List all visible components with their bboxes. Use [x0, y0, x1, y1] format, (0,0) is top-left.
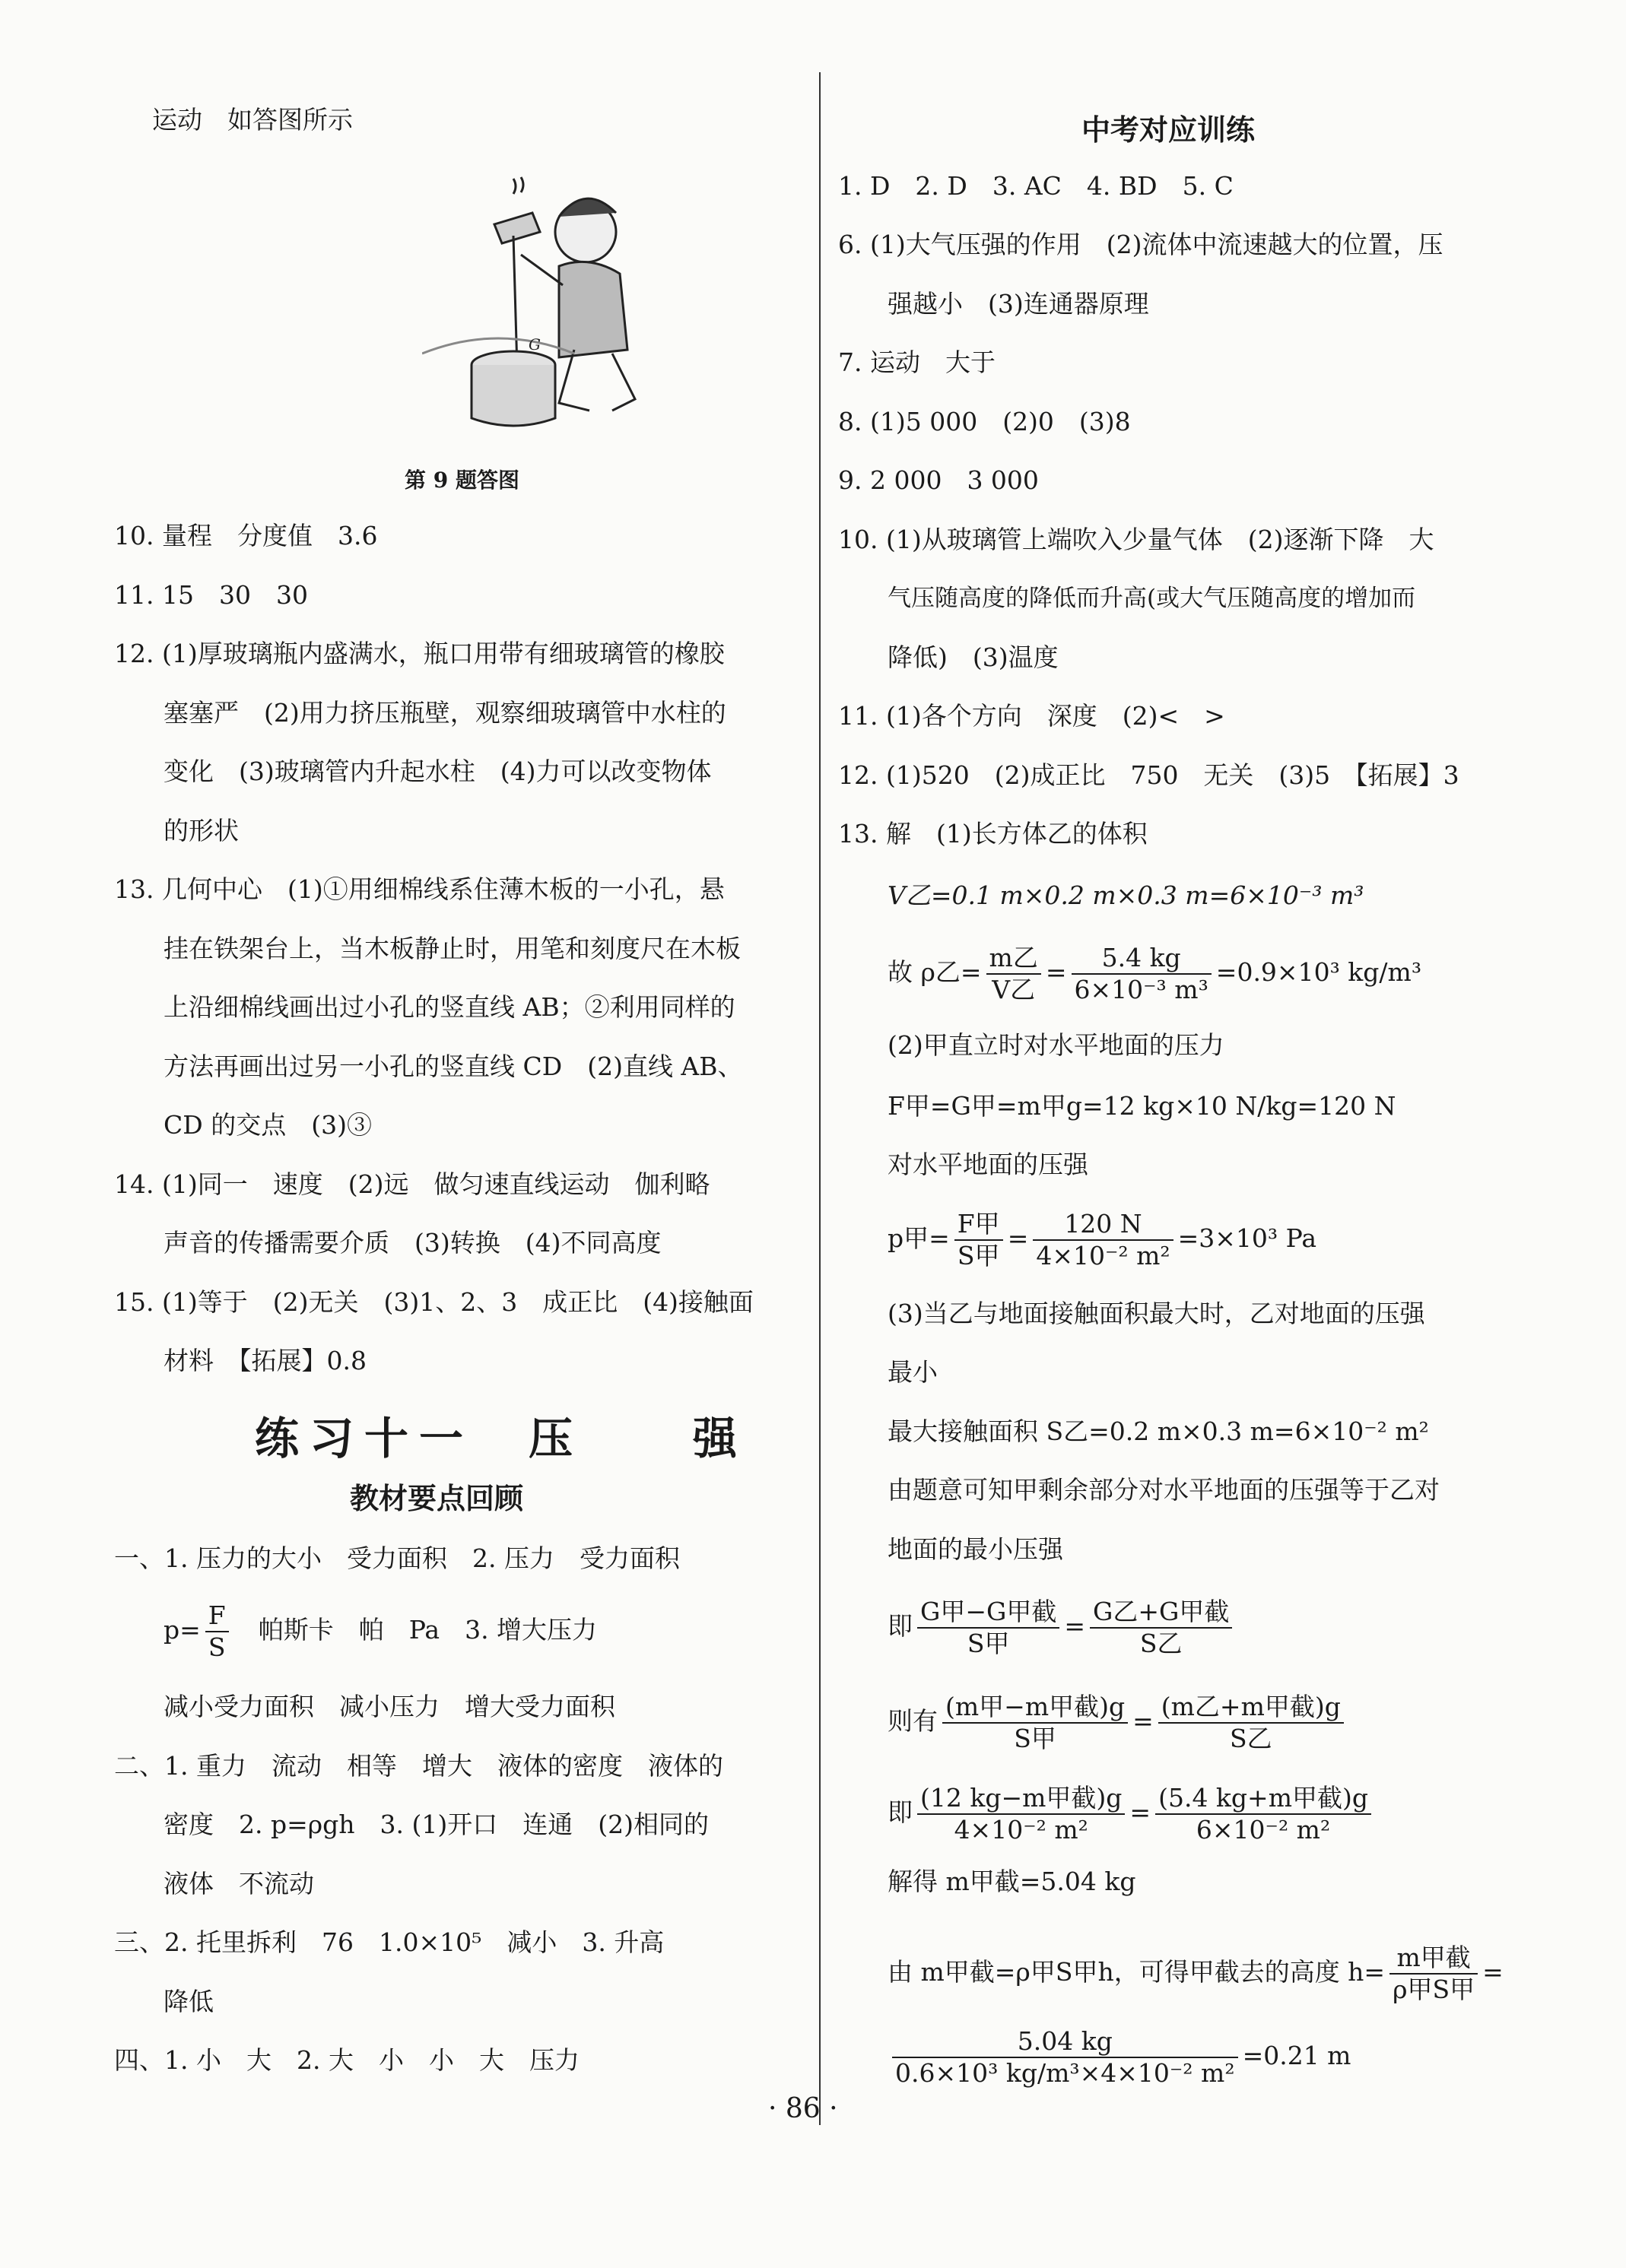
fraction-denominator: S乙: [1139, 1629, 1183, 1658]
pressure-result: =3×10³ Pa: [1177, 1223, 1317, 1253]
fraction-denominator: 4×10⁻² m²: [1036, 1241, 1170, 1270]
fraction-numerator: (m甲−m甲截)g: [942, 1692, 1128, 1724]
answer-13-line4: 方法再画出过另一小孔的竖直线 CD (2)直线 AB、: [164, 1052, 743, 1081]
answer-10: 10. 量程 分度值 3.6: [114, 521, 378, 550]
figure-caption: 第 9 题答图: [405, 468, 519, 493]
review-3-line1: 三、2. 托里拆利 76 1.0×10⁵ 减小 3. 升高: [114, 1927, 665, 1957]
fraction-numerator: m甲截: [1389, 1943, 1478, 1975]
fraction-denominator: V乙: [992, 975, 1036, 1004]
ans-10-line2: 气压随高度的降低而升高(或大气压随高度的增加而: [888, 585, 1416, 612]
review-1-line2: [164, 1600, 597, 1663]
pressure-formula: p甲= $\frac{\text{F甲}}{\text{S甲}}$ = $\frac{120 N}{\text{4×10⁻² m²}}$ =3×10³ Pa: [888, 1209, 1317, 1270]
svg-text:G: G: [529, 335, 541, 354]
density-result: =0.9×10³ kg/m³: [1215, 957, 1422, 987]
fraction: [1155, 1783, 1371, 1845]
volume-formula: V乙=0.1 m×0.2 m×0.3 m=6×10⁻³ m³: [888, 880, 1364, 910]
fraction-numerator: (m乙+m甲截)g: [1158, 1692, 1344, 1724]
part-2-line2: 对水平地面的压强: [888, 1150, 1088, 1179]
fraction-denominator: 6×10⁻³ m³: [1074, 975, 1208, 1004]
fraction: [1389, 1943, 1478, 2005]
answer-12-line2: 塞塞严 (2)用力挤压瓶壁，观察细玻璃管中水柱的: [164, 698, 726, 728]
fraction: [1090, 1597, 1232, 1659]
review-2-line3: 液体 不流动: [164, 1869, 314, 1898]
part-3-line3: 由题意可知甲剩余部分对水平地面的压强等于乙对: [888, 1475, 1440, 1505]
answer-14-line2: 声音的传播需要介质 (3)转换 (4)不同高度: [164, 1228, 662, 1258]
equation-prefix: 则有: [888, 1706, 938, 1736]
fraction-numerator: 120 N: [1033, 1209, 1173, 1241]
fraction-numerator: F: [205, 1600, 229, 1632]
equation-3: 即 $\frac{\text{(12 kg−m甲截)g}}{\text{4×10⁻² m²}}$ = $\frac{\text{(5.4 kg+m甲截)g}}{\text{6×10⁻² m²}}$: [888, 1783, 1376, 1845]
ans-1-5: 1. D 2. D 3. AC 4. BD 5. C: [838, 171, 1234, 201]
answer-13-line1: 13. 几何中心 (1)①用细棉线系住薄木板的一小孔，悬: [114, 874, 725, 904]
fraction-numerator: F甲: [954, 1209, 1003, 1241]
part-3-line4: 地面的最小压强: [888, 1534, 1063, 1564]
height-formula: [888, 1943, 1504, 2005]
fraction-numerator: (12 kg−m甲截)g: [917, 1783, 1125, 1815]
review-4: 四、1. 小 大 2. 大 小 小 大 压力: [114, 2045, 580, 2075]
ans-8: 8. (1)5 000 (2)0 (3)8: [838, 407, 1131, 436]
review-2-line2: 密度 2. p=ρgh 3. (1)开口 连通 (2)相同的: [164, 1810, 709, 1839]
fraction-denominator: 0.6×10³ kg/m³×4×10⁻² m²: [895, 2058, 1235, 2088]
ans-10-line3: 降低) (3)温度: [888, 642, 1059, 672]
fraction-denominator: S甲: [957, 1241, 1000, 1270]
fraction-denominator: ρ甲S甲: [1393, 1975, 1475, 2004]
answer-12-line1: 12. (1)厚玻璃瓶内盛满水，瓶口用带有细玻璃管的橡胶: [114, 639, 725, 668]
fraction-numerator: G甲−G甲截: [917, 1597, 1059, 1629]
section-title: 练习十一 压 强: [255, 1413, 748, 1464]
fraction: [1158, 1692, 1344, 1754]
review-1-line3: 减小受力面积 减小压力 增大受力面积: [164, 1692, 615, 1721]
ans-11: 11. (1)各个方向 深度 (2)< >: [838, 701, 1225, 731]
equation-1: 即 $\frac{\text{G甲−G甲截}}{\text{S甲}}$ = $\frac{\text{G乙+G甲截}}{\text{S乙}}$: [888, 1597, 1237, 1659]
fraction-numerator: (5.4 kg+m甲截)g: [1155, 1783, 1371, 1815]
answer-14-line1: 14. (1)同一 速度 (2)远 做匀速直线运动 伽利略: [114, 1169, 710, 1199]
answer-15-line1: 15. (1)等于 (2)无关 (3)1、2、3 成正比 (4)接触面: [114, 1287, 754, 1317]
ans-13-intro: 13. 解 (1)长方体乙的体积: [838, 819, 1148, 849]
density-lhs: 故 ρ乙=: [888, 957, 982, 987]
fraction-F-over-S: [205, 1600, 229, 1663]
equation-prefix: 即: [888, 1611, 913, 1641]
fraction-denominator: S: [208, 1632, 226, 1662]
fraction: [917, 1783, 1125, 1845]
part-3-line1: (3)当乙与地面接触面积最大时，乙对地面的压强: [888, 1299, 1425, 1328]
area-formula: 最大接触面积 S乙=0.2 m×0.3 m=6×10⁻² m²: [888, 1416, 1429, 1446]
review-2-line1: 二、1. 重力 流动 相等 增大 液体的密度 液体的: [114, 1751, 723, 1781]
density-formula: 故 ρ乙= $\frac{\text{m乙}}{\text{V乙}}$ = $\frac{5.4 kg}{\text{6×10⁻³ m³}}$ =0.9×10³ kg/m³: [888, 943, 1422, 1004]
fraction-numerator: G乙+G甲截: [1090, 1597, 1232, 1629]
part-3-line2: 最小: [888, 1357, 938, 1387]
ans-12: 12. (1)520 (2)成正比 750 无关 (3)5 【拓展】3: [838, 760, 1459, 790]
equals: =: [1482, 1957, 1504, 1987]
text-line: 运动 如答图所示: [152, 105, 353, 135]
solution-line: 解得 m甲截=5.04 kg: [888, 1867, 1136, 1896]
boy-chopping-wood-illustration: [422, 163, 673, 430]
answer-13-line5: CD 的交点 (3)③: [164, 1110, 372, 1140]
equation-prefix: 即: [888, 1797, 913, 1827]
column-divider: [819, 72, 821, 2125]
fraction: [892, 2026, 1238, 2089]
fraction: [917, 1597, 1059, 1659]
page-number: · 86 ·: [768, 2093, 838, 2124]
review-3-line2: 降低: [164, 1987, 214, 2016]
right-section-title: 中考对应训练: [1081, 113, 1256, 147]
pressure-lhs: p甲=: [888, 1223, 950, 1253]
fraction-denominator: S甲: [967, 1629, 1010, 1658]
height-lhs: 由 m甲截=ρ甲S甲h，可得甲截去的高度 h=: [888, 1957, 1386, 1987]
answer-12-line3: 变化 (3)玻璃管内升起水柱 (4)力可以改变物体: [164, 757, 712, 786]
final-value: =0.21 m: [1242, 2041, 1351, 2070]
review-1-line1: 一、1. 压力的大小 受力面积 2. 压力 受力面积: [114, 1543, 680, 1573]
answer-15-line2: 材料 【拓展】0.8: [164, 1346, 367, 1375]
fraction-denominator: S乙: [1230, 1724, 1272, 1753]
fraction-numerator: 5.4 kg: [1072, 943, 1212, 975]
fraction: [942, 1692, 1128, 1754]
answer-12-line4: 的形状: [164, 816, 239, 845]
fraction-numerator: m乙: [986, 943, 1041, 975]
formula-p: p=: [164, 1615, 201, 1645]
final-result: [888, 2026, 1351, 2089]
fraction: [1033, 1209, 1173, 1271]
ans-6-line2: 强越小 (3)连通器原理: [888, 289, 1149, 319]
fraction-denominator: 4×10⁻² m²: [954, 1815, 1088, 1845]
fraction-denominator: 6×10⁻² m²: [1196, 1815, 1331, 1845]
force-formula: F甲=G甲=m甲g=12 kg×10 N/kg=120 N: [888, 1091, 1396, 1121]
fraction: [954, 1209, 1003, 1271]
part-2-line1: (2)甲直立时对水平地面的压力: [888, 1030, 1224, 1060]
ans-6-line1: 6. (1)大气压强的作用 (2)流体中流速越大的位置，压: [838, 230, 1443, 259]
fraction-numerator: 5.04 kg: [892, 2026, 1238, 2058]
fraction: [1072, 943, 1212, 1005]
ans-9: 9. 2 000 3 000: [838, 465, 1039, 495]
equation-2: 则有 $\frac{\text{(m甲−m甲截)g}}{\text{S甲}}$ = $\frac{\text{(m乙+m甲截)g}}{\text{S乙}}$: [888, 1692, 1348, 1754]
fraction: [986, 943, 1041, 1005]
answer-11: 11. 15 30 30: [114, 580, 308, 610]
ans-10-line1: 10. (1)从玻璃管上端吹入少量气体 (2)逐渐下降 大: [838, 525, 1434, 554]
section-subtitle: 教材要点回顾: [350, 1481, 524, 1515]
fraction-denominator: S甲: [1014, 1724, 1056, 1753]
review-1-rest: 帕斯卡 帕 Pa 3. 增大压力: [233, 1615, 598, 1645]
answer-13-line3: 上沿细棉线画出过小孔的竖直线 AB；②利用同样的: [164, 992, 735, 1022]
ans-7: 7. 运动 大于: [838, 347, 996, 377]
answer-13-line2: 挂在铁架台上，当木板静止时，用笔和刻度尺在木板: [164, 934, 741, 963]
